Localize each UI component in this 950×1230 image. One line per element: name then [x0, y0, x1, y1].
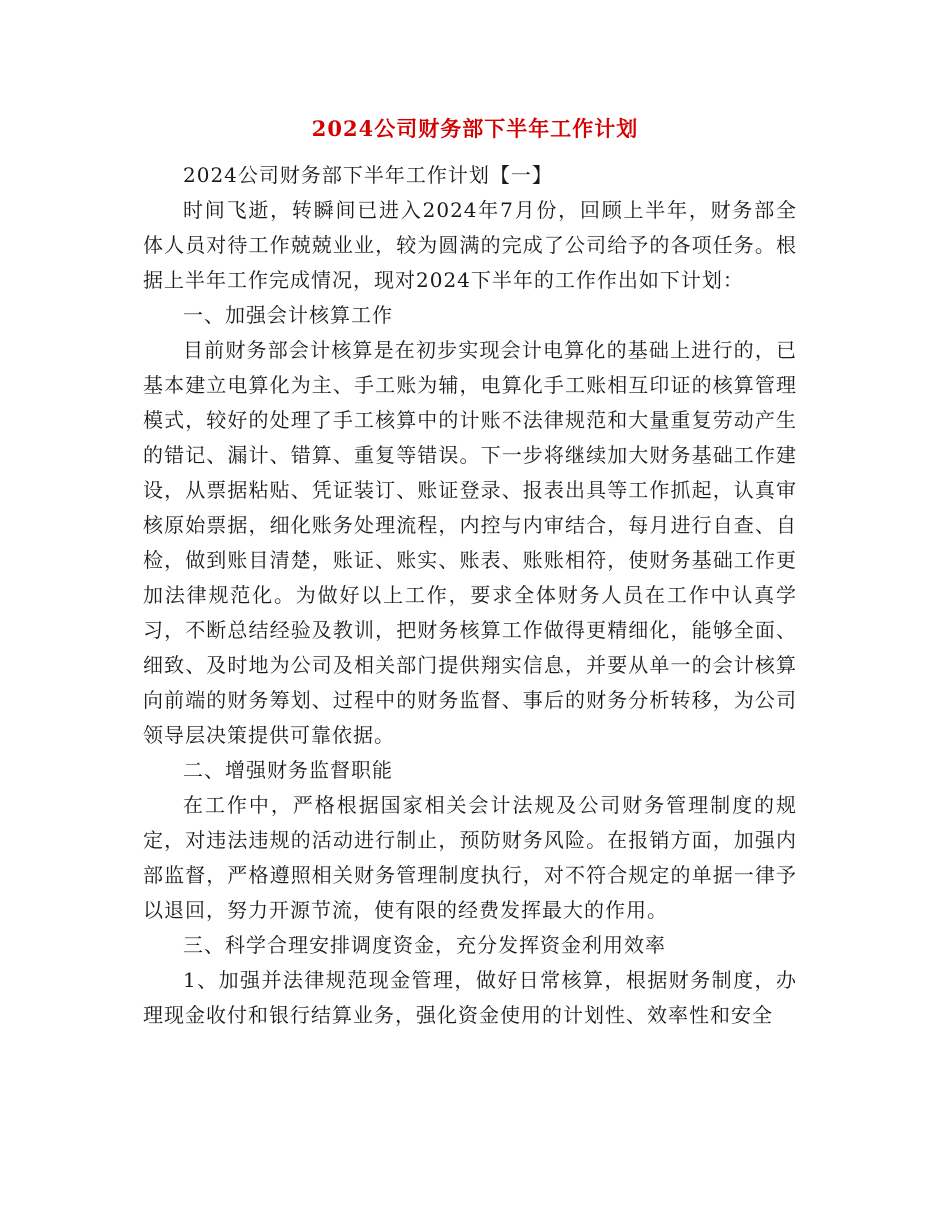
section-heading-3: 三、科学合理安排调度资金，充分发挥资金利用效率 [183, 933, 666, 957]
document-title: 2024公司财务部下半年工作计划 [311, 116, 639, 141]
paragraph-intro: 时间飞逝，转瞬间已进入2024年7月份，回顾上半年，财务部全体人员对待工作兢兢业业，较为圆满的完成了公司给予的各项任务。根据上半年工作完成情况，现对2024下半年的工作作出如下计划： [143, 198, 797, 292]
paragraph-section-3-item-1: 1、加强并法律规范现金管理，做好日常核算，根据财务制度，办理现金收付和银行结算业务，强化资金使用的计划性、效率性和安全 [143, 968, 797, 1027]
section-heading-1: 一、加强会计核算工作 [183, 303, 393, 327]
document-body [143, 158, 797, 1033]
paragraph-section-2: 在工作中，严格根据国家相关会计法规及公司财务管理制度的规定，对违法违规的活动进行制止，预防财务风险。在报销方面，加强内部监督，严格遵照相关财务管理制度执行，对不符合规定的单据一律予以退回，努力开源节流，使有限的经费发挥最大的作用。 [143, 793, 797, 922]
section-heading-2: 二、增强财务监督职能 [183, 758, 393, 782]
paragraph-section-1: 目前财务部会计核算是在初步实现会计电算化的基础上进行的，已基本建立电算化为主、手工账为辅，电算化手工账相互印证的核算管理模式，较好的处理了手工核算中的计账不法律规范和大量重复劳动产生的错记、漏计、错算、重复等错误。下一步将继续加大财务基础工作建设，从票据粘贴、凭证装订、账证登录、报表出具等工作抓起，认真审核原始票据，细化账务处理流程，内控与内审结合，每月进行自查、自检，做到账目清楚，账证、账实、账表、账账相符，使财务基础工作更加法律规范化。为做好以上工作，要求全体财务人员在工作中认真学习，不断总结经验及教训，把财务核算工作做得更精细化，能够全面、细致、及时地为公司及相关部门提供翔实信息，并要从单一的会计核算向前端的财务筹划、过程中的财务监督、事后的财务分析转移，为公司领导层决策提供可靠依据。 [143, 338, 797, 747]
paragraph-subtitle: 2024公司财务部下半年工作计划【一】 [183, 163, 553, 187]
